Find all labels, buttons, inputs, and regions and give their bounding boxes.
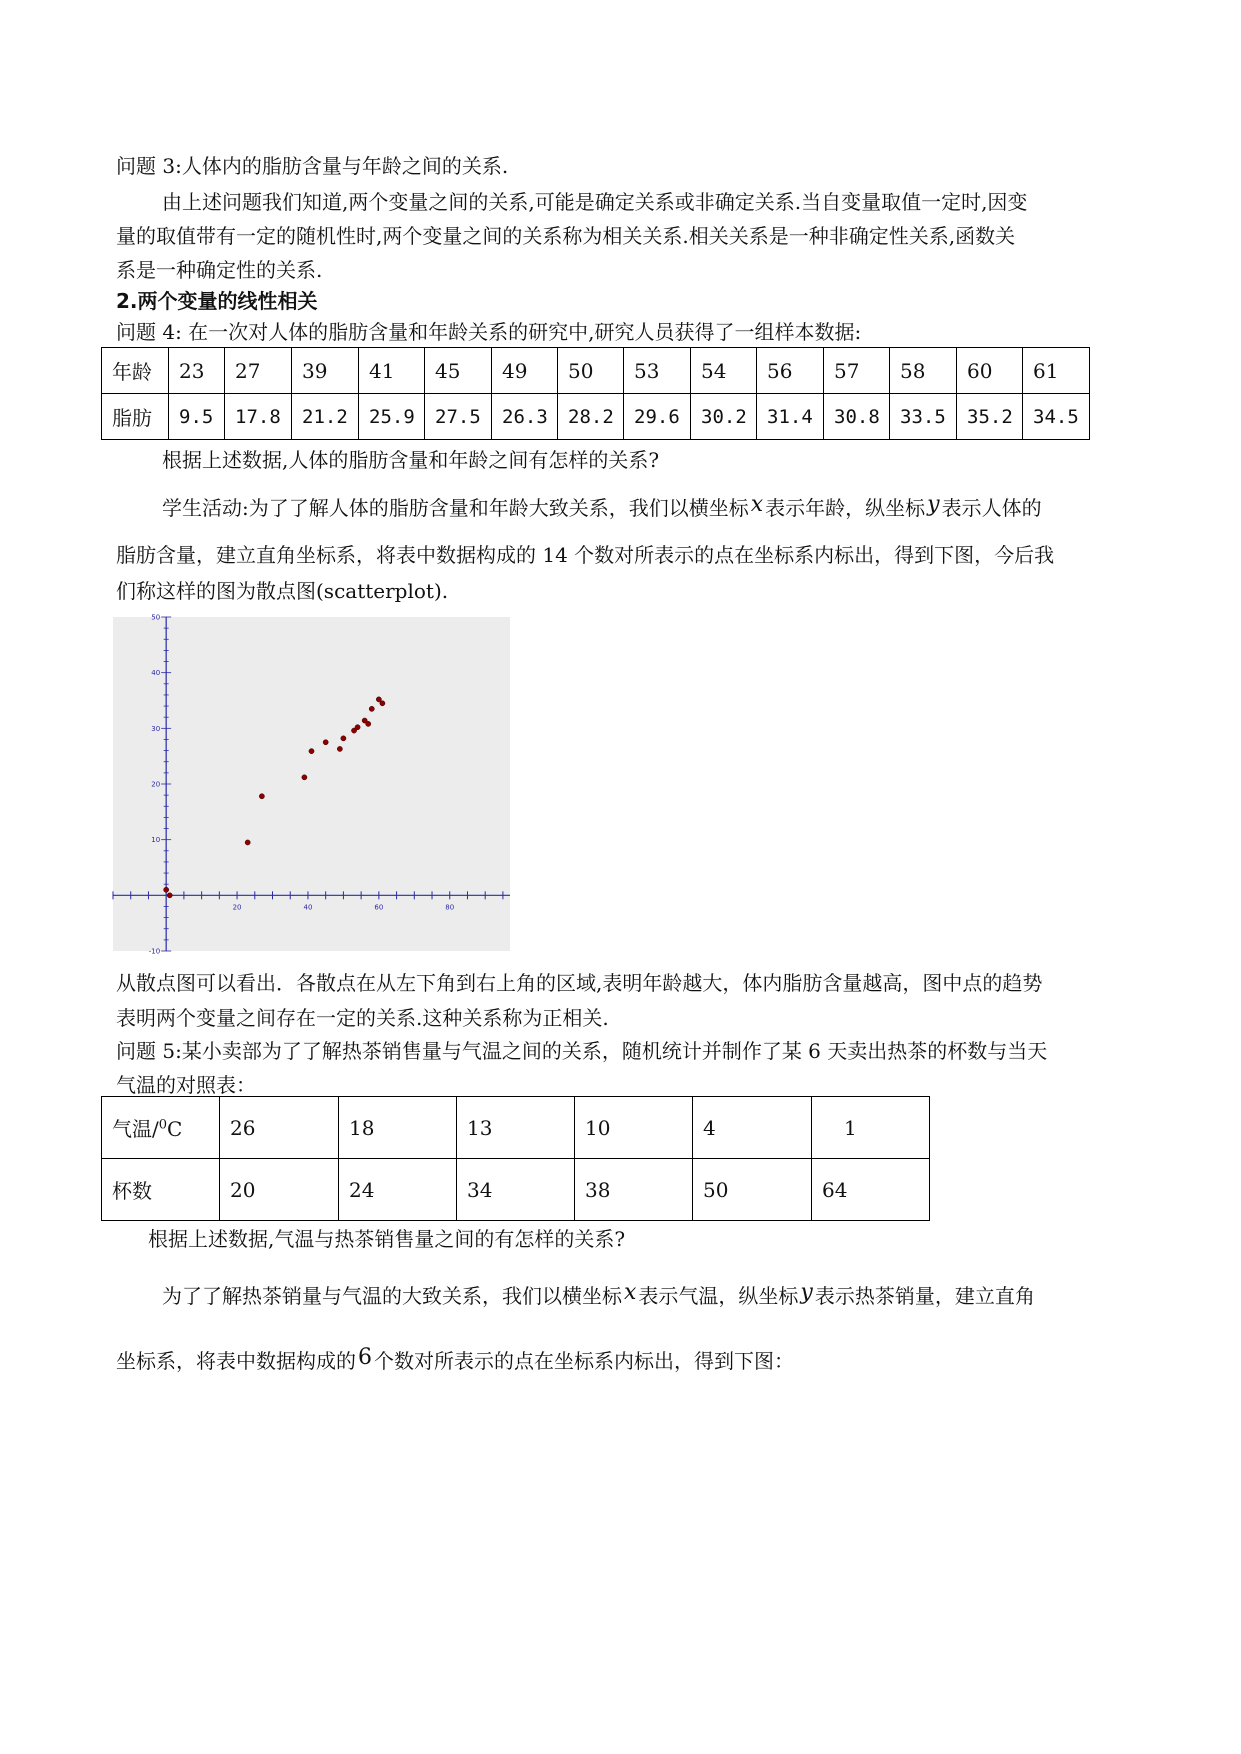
data-point [380,701,385,706]
table-cell: 33.5 [890,394,957,440]
table-cell: 4 [693,1097,812,1159]
text-run: 个数对所表示的点在坐标系内标出，得到下图： [374,1349,794,1373]
x-tick-label: 40 [303,903,313,912]
table-cell: 27.5 [425,394,492,440]
y-tick-label: 20 [151,780,161,789]
table-cell: 39 [292,348,359,394]
table-cell: 34 [457,1159,575,1221]
table-cell: 25.9 [359,394,425,440]
table-cell: 31.4 [757,394,824,440]
question-5: 问题 5:某小卖部为了了解热茶销售量与气温之间的关系，随机统计并制作了某 6 天卖出热茶的杯数与当天 [116,1039,1048,1063]
row-label-temperature [102,1097,220,1159]
section-heading: 2.两个变量的线性相关 [116,289,318,313]
text-run: 坐标系，将表中数据构成的 [116,1349,356,1373]
table-cell: 30.8 [824,394,890,440]
table-cell: 38 [575,1159,693,1221]
degree-superscript: 0 [158,1117,168,1133]
table-row-temperature [102,1097,930,1159]
table-cell: 35.2 [957,394,1023,440]
age-fat-table [101,347,1090,440]
variable-x: x [750,492,764,517]
table-cell: 1 [812,1097,930,1159]
text-run: 学生活动:为了了解人体的脂肪含量和年龄大致关系，我们以横坐标 [162,496,749,520]
table-cell: 61 [1023,348,1090,394]
x-tick-label: 80 [445,903,455,912]
label-text: C [167,1117,183,1141]
label-text: 气温/ [112,1117,159,1141]
table-cell: 53 [624,348,691,394]
text-run: 表示人体的 [941,496,1042,520]
row-label-fat: 脂肪 [102,394,169,440]
paragraph-line: 气温的对照表： [116,1073,256,1097]
paragraph-line: 量的取值带有一定的随机性时,两个变量之间的关系称为相关关系.相关关系是一种非确定性关系,函数关 [116,224,1016,248]
table-cell: 9.5 [169,394,225,440]
table-cell: 50 [558,348,624,394]
table-cell: 50 [693,1159,812,1221]
temperature-cups-table [101,1096,930,1221]
table-cell: 60 [957,348,1023,394]
paragraph-line: 脂肪含量，建立直角坐标系，将表中数据构成的 14 个数对所表示的点在坐标系内标出，得到下图，今后我 [116,543,1055,567]
table-cell: 13 [457,1097,575,1159]
y-tick-label: 30 [151,724,161,733]
paragraph-line [162,494,1042,523]
question-3: 问题 3:人体内的脂肪含量与年龄之间的关系. [116,154,509,178]
data-point [337,746,342,751]
paragraph-line: 系是一种确定性的关系. [116,258,323,282]
variable-y: y [800,1280,813,1305]
table-cell: 49 [492,348,558,394]
data-point [245,840,250,845]
table-cell: 21.2 [292,394,359,440]
text-run: 表示年龄，纵坐标 [765,496,926,520]
table-cell: 17.8 [225,394,292,440]
table-cell: 30.2 [691,394,757,440]
row-label-age: 年龄 [102,348,169,394]
paragraph-line: 表明两个变量之间存在一定的关系.这种关系称为正相关. [116,1006,609,1030]
question-ask: 根据上述数据,气温与热茶销售量之间的有怎样的关系? [148,1227,626,1251]
y-tick-label: 50 [151,613,161,622]
table-cell: 20 [220,1159,339,1221]
text-run: 表示气温，纵坐标 [638,1284,799,1308]
table-cell: 45 [425,348,492,394]
paragraph-line: 从散点图可以看出．各散点在从左下角到右上角的区域,表明年龄越大，体内脂肪含量越高，图中点的趋势 [116,971,1043,995]
paragraph-line: 们称这样的图为散点图(scatterplot). [116,579,449,603]
paragraph-line [116,1347,794,1376]
table-cell: 54 [691,348,757,394]
row-label-cups: 杯数 [102,1159,220,1221]
table-cell: 34.5 [1023,394,1090,440]
y-tick-label: 40 [151,669,161,678]
scatter-svg [113,613,510,956]
table-cell: 41 [359,348,425,394]
table-cell: 26 [220,1097,339,1159]
question-4: 问题 4: 在一次对人体的脂肪含量和年龄关系的研究中,研究人员获得了一组样本数据: [116,320,862,344]
number-six: 6 [358,1345,372,1370]
data-point [309,749,314,754]
table-cell: 23 [169,348,225,394]
x-tick-label: 60 [374,903,384,912]
y-tick-label: -10 [148,947,161,956]
data-point [164,887,169,892]
data-point [167,893,172,898]
table-cell: 18 [339,1097,457,1159]
y-tick-label: 10 [151,836,161,845]
table-cell: 24 [339,1159,457,1221]
data-point [366,721,371,726]
data-point [355,725,360,730]
table-cell: 10 [575,1097,693,1159]
data-point [369,706,374,711]
question-ask: 根据上述数据,人体的脂肪含量和年龄之间有怎样的关系? [162,448,660,472]
data-point [302,775,307,780]
text-run: 为了了解热茶销量与气温的大致关系，我们以横坐标 [162,1284,622,1308]
data-point [341,736,346,741]
table-cell: 64 [812,1159,930,1221]
table-row-cups [102,1159,930,1221]
variable-y: y [927,492,940,517]
table-cell: 56 [757,348,824,394]
table-cell: 27 [225,348,292,394]
table-row-fat [102,394,1090,440]
variable-x: x [624,1280,637,1305]
table-cell: 57 [824,348,890,394]
table-row-age [102,348,1090,394]
table-cell: 28.2 [558,394,624,440]
paragraph-line: 由上述问题我们知道,两个变量之间的关系,可能是确定关系或非确定关系.当自变量取值一定时,因变 [162,190,1028,214]
data-point [323,740,328,745]
data-point [259,794,264,799]
x-tick-label: 20 [232,903,242,912]
paragraph-line [162,1282,1035,1311]
table-cell: 29.6 [624,394,691,440]
scatter-plot [113,613,510,956]
table-cell: 58 [890,348,957,394]
text-run: 表示热茶销量，建立直角 [814,1284,1035,1308]
table-cell: 26.3 [492,394,558,440]
